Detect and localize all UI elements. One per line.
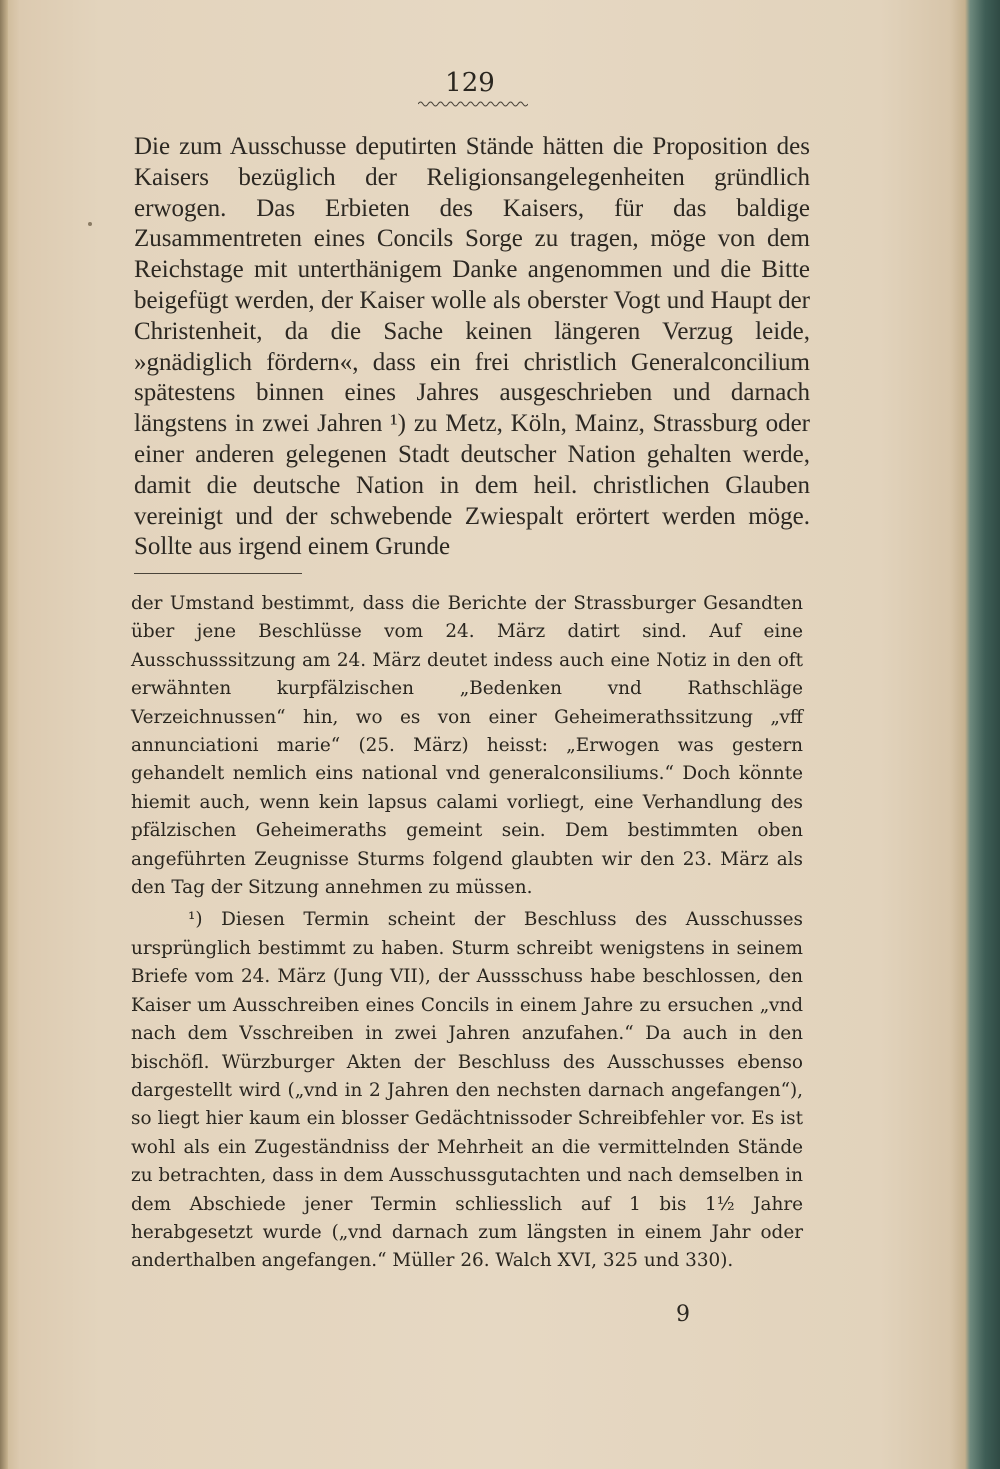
footnote-separator	[134, 573, 302, 574]
page-left-edge	[0, 0, 8, 1469]
footnote-1: ¹) Diesen Termin scheint der Beschluss des Ausschusses ursprünglich bestimmt zu haben. Sturm schreibt wenigstens in seinem Briefe vom 24. März (Jung VII), der Aussschuss habe beschlossen, den Kaiser um Ausschreiben eines Concils in einem Jahre zu ersuchen „vnd nach dem Vsschreiben in zwei Jahren anzufahen.“ Da auch in den bischöfl. Würzburger Akten der Beschluss des Ausschusses ebenso dargestellt wird („vnd in 2 Jahren den nechsten darnach angefangen“), so liegt hier kaum ein blosser Gedächtnissoder Schreibfehler vor. Es ist wohl als ein Zugeständniss der Mehrheit an die vermittelnden Stände zu betrachten, dass in dem Ausschussgutachten und nach demselben in dem Abschiede jener Termin schliesslich auf 1 bis 1½ Jahre herabgesetzt wurde („vnd darnach zum längsten in einem Jahr oder anderthalben angefangen.“ Müller 26. Walch XVI, 325 und 330).	[131, 909, 803, 1272]
ornamental-rule	[418, 100, 528, 108]
footnotes	[131, 590, 803, 1276]
main-body-text: Die zum Ausschusse deputirten Stände hätten die Proposition des Kaisers bezüglich der Religionsangelegenheiten gründlich erwogen. Das Erbieten des Kaisers, für das baldige Zusammentreten eines Concils Sorge zu tragen, möge von dem Reichstage mit unterthänigem Danke angenommen und die Bitte beigefügt werden, der Kaiser wolle als oberster Vogt und Haupt der Christenheit, da die Sache keinen längeren Verzug leide, »gnädiglich fördern«, dass ein frei christlich Generalconcilium spätestens binnen eines Jahres ausgeschrieben und darnach längstens in zwei Jahren ¹) zu Metz, Köln, Mainz, Strassburg oder einer anderen gelegenen Stadt deutscher Nation gehalten werde, damit die deutsche Nation in dem heil. christlichen Glauben vereinigt und der schwebende Zwiespalt erörtert werden möge. Sollte aus irgend einem Grunde	[134, 133, 810, 561]
page-number: 129	[445, 68, 495, 98]
sheet-signature: 9	[676, 1302, 690, 1327]
footnote-continuation: der Umstand bestimmt, dass die Berichte der Strassburger Gesandten über jene Beschlüsse vom 24. März datirt sind. Auf eine Ausschusssitzung am 24. März deutet indess auch eine Notiz in den oft erwähnten kurpfälzischen „Bedenken vnd Rathschläge Verzeichnussen“ hin, wo es von einer Geheimerathssitzung „vff annunciationi marie“ (25. März) heisst: „Erwogen was gestern gehandelt nemlich eins national vnd generalconsiliums.“ Doch könnte hiemit auch, wenn kein lapsus calami vorliegt, eine Verhandlung des pfälzischen Geheimeraths gemeint sein. Dem bestimmten oben angeführten Zeugnisse Sturms folgend glaubten wir den 23. März als den Tag der Sitzung annehmen zu müssen.	[131, 593, 803, 899]
paper-spot	[88, 222, 92, 226]
